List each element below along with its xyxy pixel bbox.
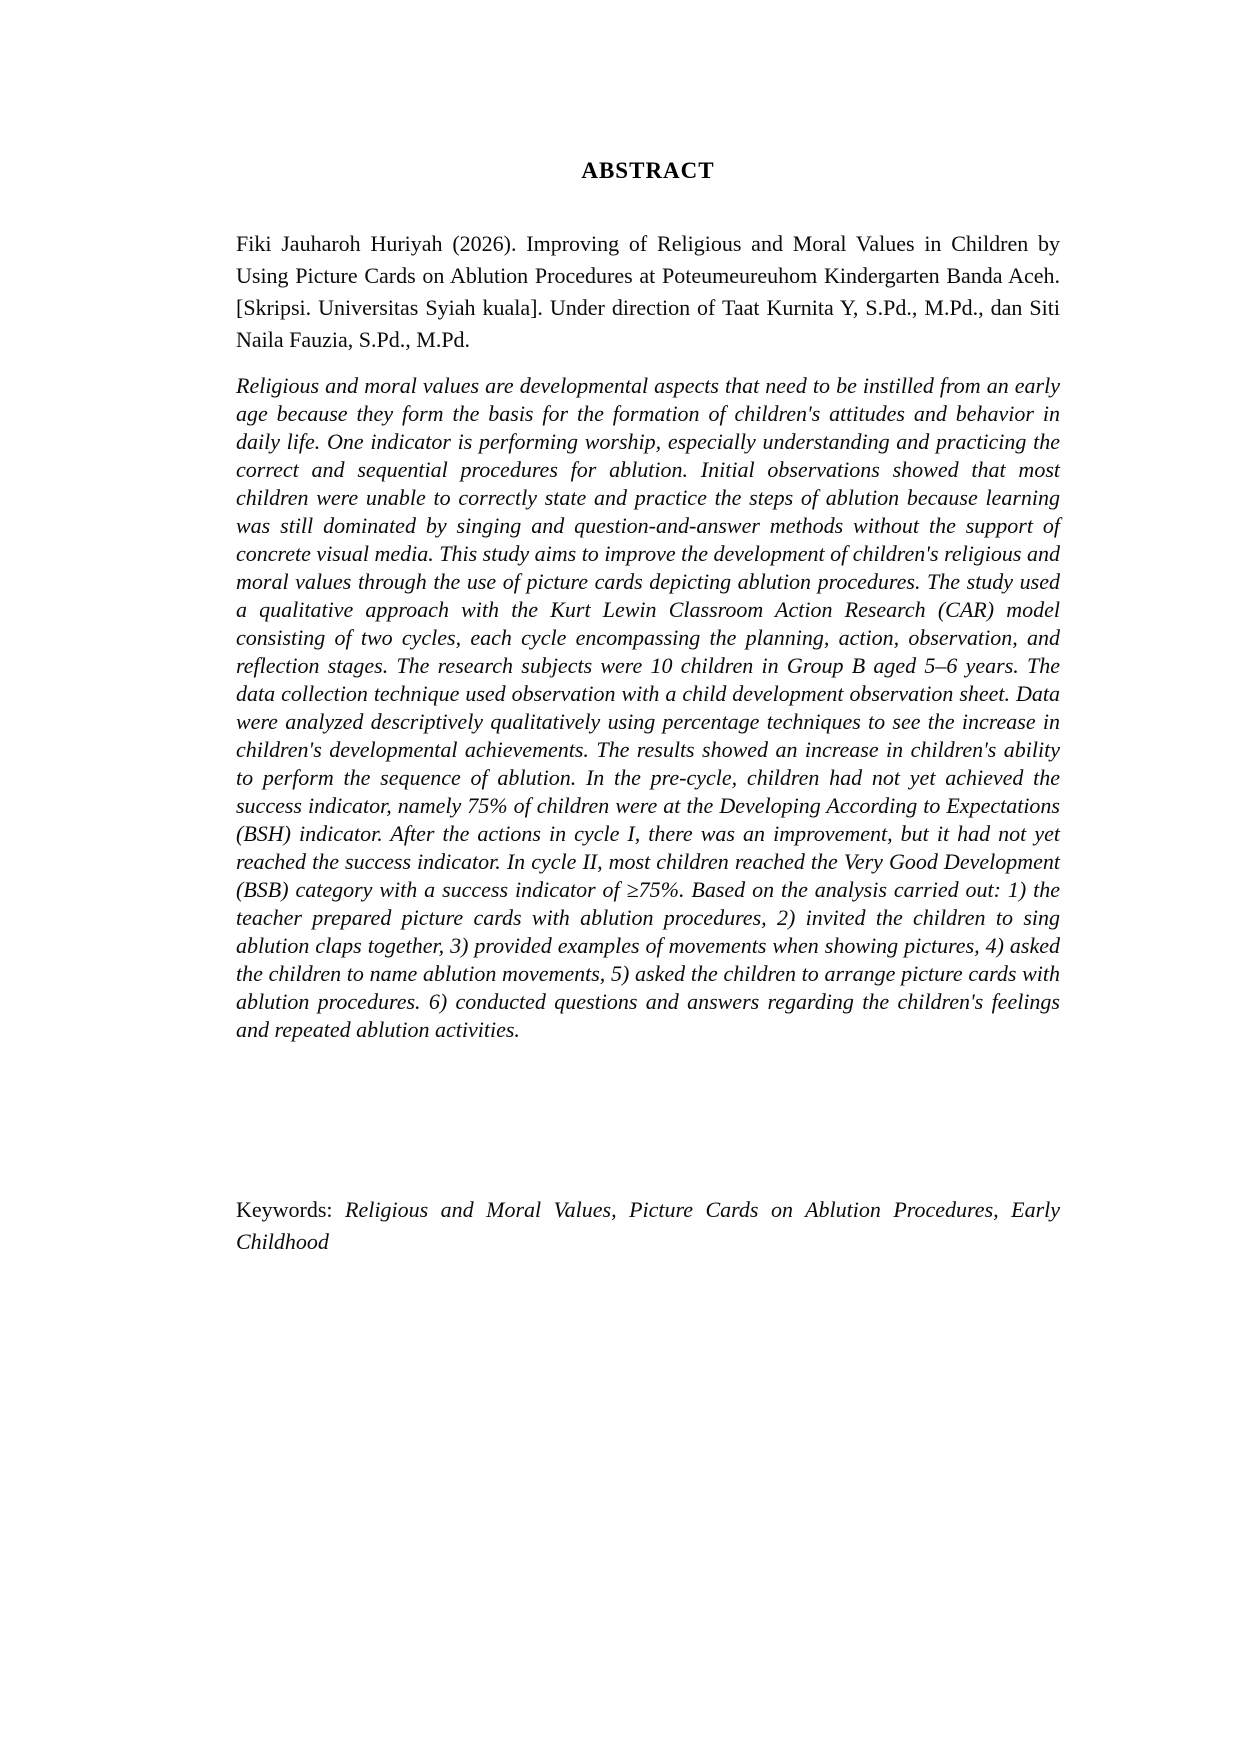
keywords-text: Religious and Moral Values, Picture Cards on Ablution Procedures, Early Childhood	[236, 1197, 1061, 1254]
abstract-paragraph: Religious and moral values are developmental aspects that need to be instilled from an early age because they form the basis for the formation of children's attitudes and behavior in daily life. One indicator is performing worship, especially understanding and practicing the correct and sequential procedures for ablution. Initial observations showed that most children were unable to correctly state and practice the steps of ablution because learning was still dominated by singing and question-and-answer methods without the support of concrete visual media. This study aims to improve the development of children's religious and moral values through the use of picture cards depicting ablution procedures. The study used a qualitative approach with the Kurt Lewin Classroom Action Research (CAR) model consisting of two cycles, each cycle encompassing the planning, action, observation, and reflection stages. The research subjects were 10 children in Group B aged 5–6 years. The data collection technique used observation with a child development observation sheet. Data were analyzed descriptively qualitatively using percentage techniques to see the increase in children's developmental achievements. The results showed an increase in children's ability to perform the sequence of ablution. In the pre-cycle, children had not yet achieved the success indicator, namely 75% of children were at the Developing According to Expectations (BSH) indicator. After the actions in cycle I, there was an improvement, but it had not yet reached the success indicator. In cycle II, most children reached the Very Good Development (BSB) category with a success indicator of ≥75%. Based on the analysis carried out: 1) the teacher prepared picture cards with ablution procedures, 2) invited the children to sing ablution claps together, 3) provided examples of movements when showing pictures, 4) asked the children to name ablution movements, 5) asked the children to arrange picture cards with ablution procedures. 6) conducted questions and answers regarding the children's feelings and repeated ablution activities.	[236, 373, 1060, 1042]
page-title: ABSTRACT	[581, 158, 715, 183]
keywords-paragraph	[236, 1194, 1060, 1258]
keywords-label: Keywords:	[236, 1197, 333, 1222]
citation-paragraph: Fiki Jauharoh Huriyah (2026). Improving of Religious and Moral Values in Children by Using Picture Cards on Ablution Procedures at Poteumeureuhom Kindergarten Banda Aceh. [Skripsi. Universitas Syiah kuala]. Under direction of Taat Kurnita Y, S.Pd., M.Pd., dan Siti Naila Fauzia, S.Pd., M.Pd.	[236, 231, 1060, 352]
